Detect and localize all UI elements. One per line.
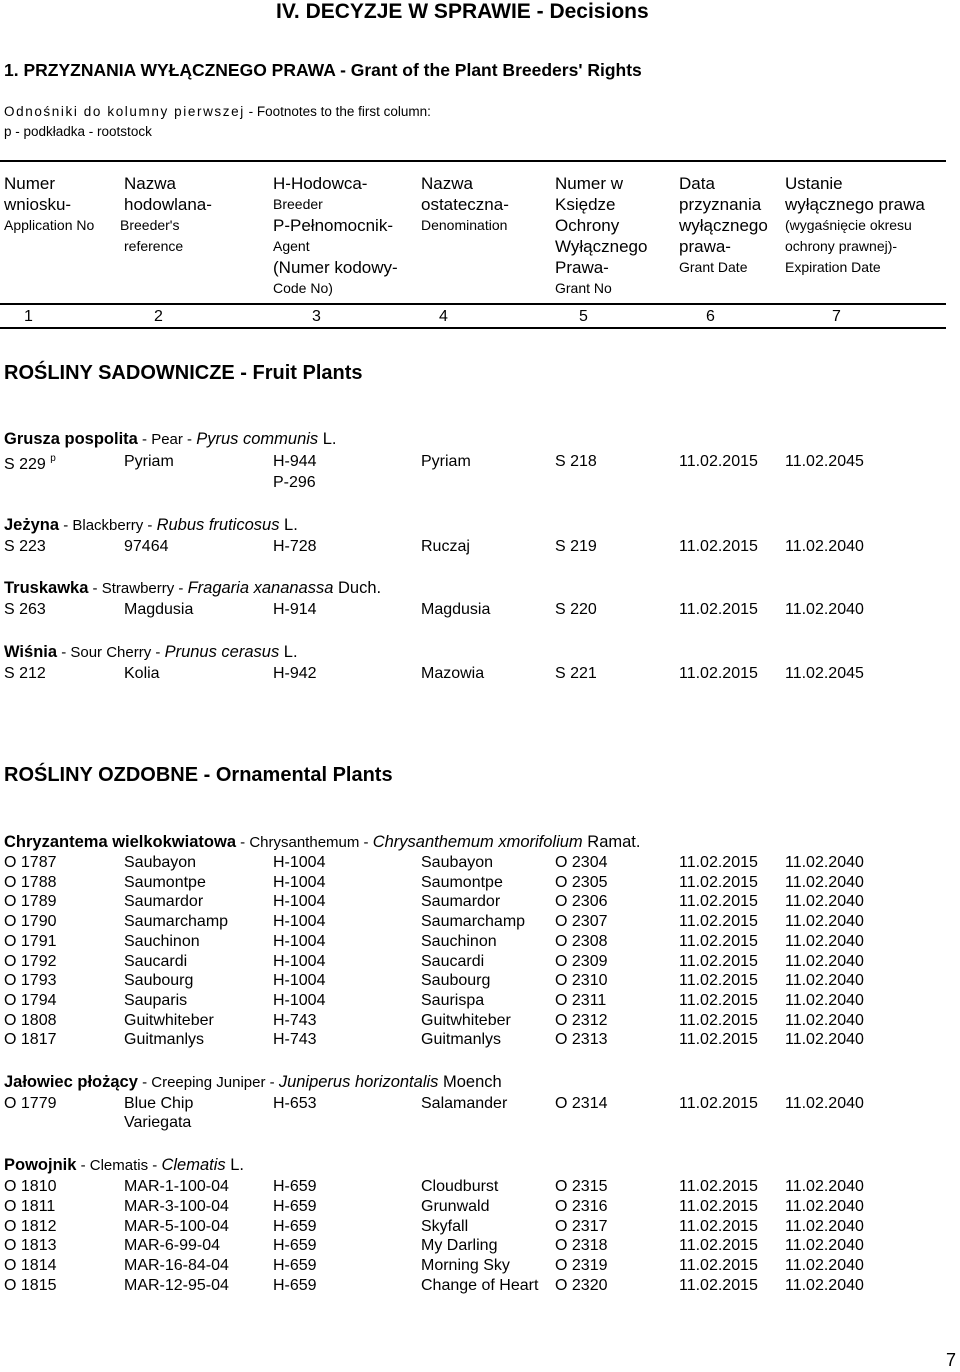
header-col-7-line: ochrony prawnej)-: [785, 238, 898, 254]
grant-no: O 2314: [555, 1095, 608, 1112]
column-number: 7: [832, 308, 841, 325]
column-number: 1: [24, 308, 33, 325]
application-no: O 1811: [4, 1197, 56, 1215]
header-col-4-line: Denomination: [421, 217, 508, 233]
table-row: [0, 972, 960, 992]
expiration-date: 11.02.2040: [785, 601, 864, 618]
denomination: My Darling: [421, 1237, 498, 1255]
header-col-7-line: wyłącznego prawa: [785, 195, 925, 214]
expiration-date: 11.02.2040: [785, 991, 864, 1009]
table-row: [0, 1218, 960, 1238]
header-col-4: [421, 173, 509, 236]
breeder-reference: Saubayon: [124, 854, 197, 871]
grant-no: O 2307: [555, 913, 608, 931]
agent-code: H-914: [273, 601, 317, 618]
agent-code: H-942: [273, 665, 317, 682]
denomination: Saucardi: [421, 952, 485, 970]
breeder-reference: Guitmanlys: [124, 1031, 205, 1049]
table-row: [0, 874, 960, 894]
footnotes-heading: [4, 104, 431, 119]
species-name-en: - Blackberry -: [59, 517, 157, 534]
agent-code: H-659: [273, 1257, 317, 1275]
expiration-date: 11.02.2040: [785, 1197, 864, 1215]
grant-date: 11.02.2015: [679, 1277, 758, 1294]
agent-code: H-1004: [273, 991, 326, 1009]
header-col-3: [273, 173, 398, 299]
species-name-pl: Truskawka: [4, 579, 89, 597]
species-name-pl: Grusza pospolita: [4, 430, 138, 448]
header-col-2-line: Nazwa: [124, 174, 176, 193]
column-number: 3: [312, 308, 321, 325]
header-col-3-line: Agent: [273, 238, 310, 254]
application-no: [4, 453, 56, 474]
application-no: O 1793: [4, 972, 57, 990]
species-author: L.: [279, 643, 298, 661]
species-heading-clematis: [4, 1156, 244, 1175]
application-no: O 1789: [4, 893, 57, 911]
species-name-latin: Fragaria xananassa: [187, 579, 334, 597]
application-no: S 223: [4, 538, 46, 555]
breeder-reference: Magdusia: [124, 601, 194, 618]
header-col-6-line: wyłącznego: [679, 216, 768, 235]
grant-date: 11.02.2015: [679, 601, 758, 618]
header-col-5: [555, 173, 647, 299]
expiration-date: 11.02.2040: [785, 538, 864, 555]
denomination: Salamander: [421, 1095, 508, 1112]
column-number: 2: [154, 308, 163, 325]
header-col-3-line: (Numer kodowy-: [273, 258, 398, 277]
grant-date: 11.02.2015: [679, 913, 758, 931]
header-col-4-line: ostateczna-: [421, 195, 509, 214]
header-col-2-line: Breeder's: [120, 217, 180, 233]
grant-date: 11.02.2015: [679, 972, 758, 990]
grant-no: O 2320: [555, 1277, 608, 1294]
breeder-reference: Saumarchamp: [124, 913, 229, 931]
header-col-6: [679, 173, 768, 278]
grant-date: 11.02.2015: [679, 538, 758, 555]
grant-date: 11.02.2015: [679, 1237, 758, 1255]
header-col-6-line: Data: [679, 174, 715, 193]
species-heading-chrysanthemum: [4, 833, 640, 852]
header-col-7-line: Ustanie: [785, 174, 843, 193]
header-col-1-line: Application No: [4, 217, 95, 233]
table-row: [0, 1198, 960, 1218]
header-col-5-line: Grant No: [555, 280, 612, 296]
breeder-reference: MAR-16-84-04: [124, 1257, 229, 1275]
species-author: Moench: [438, 1073, 502, 1091]
header-col-5-line: Wyłącznego: [555, 237, 648, 256]
breeder-reference: Kolia: [124, 665, 160, 682]
table-row: [0, 601, 960, 621]
breeder-reference: MAR-12-95-04: [124, 1277, 229, 1294]
expiration-date: 11.02.2040: [785, 873, 864, 891]
expiration-date: 11.02.2040: [785, 1178, 864, 1195]
species-heading-cherry: [4, 643, 298, 662]
species-heading-pear: [4, 430, 337, 449]
table-row: [0, 1277, 960, 1297]
grant-no: S 218: [555, 453, 597, 470]
denomination: Saumardor: [421, 893, 501, 911]
agent-code: H-653: [273, 1095, 317, 1112]
grant-no: O 2309: [555, 952, 608, 970]
grant-date: 11.02.2015: [679, 1257, 758, 1275]
page-title: IV. DECYZJE W SPRAWIE - Decisions: [276, 0, 649, 23]
species-name-latin: Chrysanthemum xmorifolium: [372, 833, 583, 851]
application-no: O 1812: [4, 1217, 57, 1235]
grant-date: 11.02.2015: [679, 1178, 758, 1195]
species-heading-juniper: [4, 1073, 502, 1092]
denomination: Change of Heart: [421, 1277, 539, 1294]
denomination: Sauchinon: [421, 932, 497, 950]
species-name-en: - Strawberry -: [88, 580, 188, 597]
breeder-reference: MAR-6-99-04: [124, 1237, 221, 1255]
application-no: O 1791: [4, 932, 57, 950]
header-col-5-line: Księdze: [555, 195, 616, 214]
section-heading-ornamental: ROŚLINY OZDOBNE - Ornamental Plants: [4, 764, 393, 786]
expiration-date: 11.02.2040: [785, 1031, 864, 1049]
denomination: Mazowia: [421, 665, 485, 682]
header-col-1-line: Numer: [4, 174, 56, 193]
agent-code: H-944: [273, 453, 317, 470]
grant-no: O 2305: [555, 873, 608, 891]
species-heading-strawberry: [4, 579, 381, 598]
grant-no: O 2308: [555, 932, 608, 950]
table-row: [0, 854, 960, 874]
expiration-date: 11.02.2040: [785, 893, 864, 911]
table-row: [0, 665, 960, 685]
expiration-date: 11.02.2045: [785, 665, 864, 682]
grant-no: S 219: [555, 538, 597, 555]
species-heading-blackberry: [4, 516, 298, 535]
denomination: Saubayon: [421, 854, 494, 871]
page-number: 7: [945, 1350, 956, 1370]
species-author: Duch.: [333, 579, 382, 597]
species-name-latin: Clematis: [161, 1156, 226, 1174]
grant-date: 11.02.2015: [679, 1217, 758, 1235]
grant-date: 11.02.2015: [679, 854, 758, 871]
header-col-3-line: H-Hodowca-: [273, 174, 368, 193]
column-number: 6: [706, 308, 715, 325]
table-row: [0, 1237, 960, 1257]
table-row: [0, 933, 960, 953]
denomination: Ruczaj: [421, 538, 470, 555]
table-row: [0, 538, 960, 558]
breeder-reference-continued: Variegata: [124, 1114, 192, 1131]
application-no: O 1810: [4, 1178, 57, 1195]
header-col-6-line: przyznania: [679, 195, 762, 214]
species-author: L.: [225, 1156, 244, 1174]
table-row: [0, 913, 960, 933]
application-no: O 1815: [4, 1277, 57, 1294]
breeder-reference: MAR-5-100-04: [124, 1217, 229, 1235]
denomination: Saumarchamp: [421, 913, 526, 931]
footnotes-rest: - Footnotes to the first column:: [244, 104, 431, 119]
expiration-date: 11.02.2040: [785, 952, 864, 970]
section-heading-fruit: ROŚLINY SADOWNICZE - Fruit Plants: [4, 362, 363, 384]
agent-code: H-659: [273, 1217, 317, 1235]
grant-date: 11.02.2015: [679, 453, 758, 470]
application-no: O 1808: [4, 1011, 57, 1029]
grant-date: 11.02.2015: [679, 893, 758, 911]
header-col-3-line: P-Pełnomocnik-: [273, 216, 393, 235]
agent-code: H-1004: [273, 932, 326, 950]
application-no: O 1817: [4, 1031, 57, 1049]
table-row: [0, 453, 960, 473]
agent-code: H-659: [273, 1178, 317, 1195]
breeder-reference: Blue Chip: [124, 1095, 194, 1112]
species-name-pl: Chryzantema wielkokwiatowa: [4, 833, 236, 851]
denomination: Skyfall: [421, 1217, 469, 1235]
header-col-5-line: Ochrony: [555, 216, 620, 235]
breeder-reference: 97464: [124, 538, 169, 555]
header-col-6-line: prawa-: [679, 237, 731, 256]
species-name-latin: Juniperus horizontalis: [278, 1073, 439, 1091]
header-col-2: [120, 173, 212, 257]
grant-date: 11.02.2015: [679, 1031, 758, 1049]
application-no: O 1788: [4, 873, 57, 891]
grant-no: O 2310: [555, 972, 608, 990]
column-number: 4: [439, 308, 448, 325]
grant-date: 11.02.2015: [679, 665, 758, 682]
header-col-7-line: Expiration Date: [785, 259, 881, 275]
denomination: Morning Sky: [421, 1257, 510, 1275]
expiration-date: 11.02.2040: [785, 1257, 864, 1275]
application-no: O 1814: [4, 1257, 57, 1275]
species-name-latin: Prunus cerasus: [164, 643, 280, 661]
table-row: [0, 893, 960, 913]
footnotes-lead: Odnośniki do kolumny pierwszej: [4, 104, 245, 119]
grant-no: O 2318: [555, 1237, 608, 1255]
application-no: O 1792: [4, 952, 57, 970]
rootstock-marker: p: [50, 453, 56, 464]
agent-code: H-659: [273, 1197, 317, 1215]
table-row: [0, 1012, 960, 1032]
header-mid-rule: [0, 303, 946, 305]
grant-no: O 2311: [555, 991, 607, 1009]
header-col-2-line: reference: [124, 238, 184, 254]
grant-date: 11.02.2015: [679, 952, 758, 970]
denomination: Pyriam: [421, 453, 471, 470]
grant-date: 11.02.2015: [679, 932, 758, 950]
agent-code: H-1004: [273, 873, 326, 891]
breeder-reference: Guitwhiteber: [124, 1011, 214, 1029]
header-col-6-line: Grant Date: [679, 259, 748, 275]
agent-code: H-1004: [273, 854, 326, 871]
species-name-en: - Chrysanthemum -: [236, 834, 373, 851]
grant-date: 11.02.2015: [679, 1011, 758, 1029]
denomination: Guitmanlys: [421, 1031, 502, 1049]
denomination: Magdusia: [421, 601, 491, 618]
header-col-5-line: Prawa-: [555, 258, 609, 277]
breeder-reference: Saucardi: [124, 952, 188, 970]
header-col-2-line: hodowlana-: [124, 195, 212, 214]
expiration-date: 11.02.2045: [785, 453, 864, 470]
grant-date: 11.02.2015: [679, 991, 758, 1009]
denomination: Saurispa: [421, 991, 485, 1009]
application-no: S 212: [4, 665, 46, 682]
header-col-3-line: Breeder: [273, 196, 323, 212]
species-author: Ramat.: [582, 833, 641, 851]
footnote-p: p - podkładka - rootstock: [4, 124, 152, 139]
header-col-3-line: Code No): [273, 280, 333, 296]
header-col-7-line: (wygaśnięcie okresu: [785, 217, 912, 233]
denomination: Grunwald: [421, 1197, 490, 1215]
grant-no: O 2304: [555, 854, 608, 871]
grant-no: O 2317: [555, 1217, 608, 1235]
agent-code: H-1004: [273, 913, 326, 931]
application-no: O 1794: [4, 991, 57, 1009]
breeder-reference: MAR-1-100-04: [124, 1178, 229, 1195]
grant-no: O 2316: [555, 1197, 608, 1215]
grant-no: S 221: [555, 665, 597, 682]
breeder-reference: Sauparis: [124, 991, 188, 1009]
species-name-pl: Wiśnia: [4, 643, 58, 661]
species-name-en: - Sour Cherry -: [57, 644, 165, 661]
header-col-7: [785, 173, 925, 278]
expiration-date: 11.02.2040: [785, 972, 864, 990]
expiration-date: 11.02.2040: [785, 932, 864, 950]
header-col-5-line: Numer w: [555, 174, 624, 193]
table-row: [0, 1095, 960, 1115]
breeder-reference: Saubourg: [124, 972, 194, 990]
denomination: Guitwhiteber: [421, 1011, 511, 1029]
breeder-reference: Saumontpe: [124, 873, 206, 891]
grant-no: S 220: [555, 601, 597, 618]
species-name-en: - Pear -: [137, 431, 197, 448]
expiration-date: 11.02.2040: [785, 1011, 864, 1029]
agent-code: H-1004: [273, 893, 326, 911]
header-bottom-rule: [0, 327, 946, 329]
denomination: Cloudburst: [421, 1178, 499, 1195]
agent-code: H-1004: [273, 972, 326, 990]
section-subtitle: 1. PRZYZNANIA WYŁĄCZNEGO PRAWA - Grant of the Plant Breeders' Rights: [4, 60, 642, 80]
species-name-pl: Jałowiec płożący: [4, 1073, 138, 1091]
agent-code: H-728: [273, 538, 317, 555]
application-no: O 1813: [4, 1237, 57, 1255]
grant-date: 11.02.2015: [679, 873, 758, 891]
denomination: Saubourg: [421, 972, 491, 990]
grant-no: O 2306: [555, 893, 608, 911]
grant-date: 11.02.2015: [679, 1095, 758, 1112]
grant-no: O 2312: [555, 1011, 608, 1029]
breeder-reference: MAR-3-100-04: [124, 1197, 229, 1215]
header-col-4-line: Nazwa: [421, 174, 473, 193]
header-col-1: [4, 173, 94, 236]
breeder-reference: Saumardor: [124, 893, 204, 911]
species-name-pl: Powojnik: [4, 1156, 77, 1174]
table-row: [0, 953, 960, 973]
table-row: [0, 1178, 960, 1198]
application-no: O 1787: [4, 854, 57, 871]
species-name-latin: Rubus fruticosus: [156, 516, 280, 534]
application-no: S 263: [4, 601, 46, 618]
species-author: L.: [318, 430, 337, 448]
species-name-en: - Creeping Juniper -: [137, 1074, 279, 1091]
application-no-text: S 229: [4, 456, 46, 473]
expiration-date: 11.02.2040: [785, 1277, 864, 1294]
grant-no: O 2315: [555, 1178, 608, 1195]
agent-code: H-743: [273, 1011, 317, 1029]
agent-code: H-1004: [273, 952, 326, 970]
header-top-rule: [0, 160, 946, 162]
expiration-date: 11.02.2040: [785, 1237, 864, 1255]
expiration-date: 11.02.2040: [785, 854, 864, 871]
breeder-reference: Pyriam: [124, 453, 174, 470]
agent-code: H-743: [273, 1031, 317, 1049]
agent-code: H-659: [273, 1277, 317, 1294]
breeder-reference: Sauchinon: [124, 932, 200, 950]
column-number: 5: [579, 308, 588, 325]
application-no: O 1779: [4, 1095, 57, 1112]
species-name-latin: Pyrus communis: [196, 430, 319, 448]
table-row-continuation: [0, 474, 960, 494]
species-name-en: - Clematis -: [76, 1157, 162, 1174]
grant-no: O 2313: [555, 1031, 608, 1049]
agent-code: H-659: [273, 1237, 317, 1255]
species-name-pl: Jeżyna: [4, 516, 60, 534]
agent-code-secondary: P-296: [273, 474, 316, 491]
grant-no: O 2319: [555, 1257, 608, 1275]
expiration-date: 11.02.2040: [785, 1217, 864, 1235]
species-author: L.: [279, 516, 298, 534]
table-row: [0, 992, 960, 1012]
header-col-1-line: wniosku-: [4, 195, 72, 214]
application-no: O 1790: [4, 913, 57, 931]
expiration-date: 11.02.2040: [785, 913, 864, 931]
table-row: [0, 1031, 960, 1051]
denomination: Saumontpe: [421, 873, 503, 891]
table-row-continuation: [0, 1114, 960, 1134]
grant-date: 11.02.2015: [679, 1197, 758, 1215]
table-row: [0, 1257, 960, 1277]
expiration-date: 11.02.2040: [785, 1095, 864, 1112]
